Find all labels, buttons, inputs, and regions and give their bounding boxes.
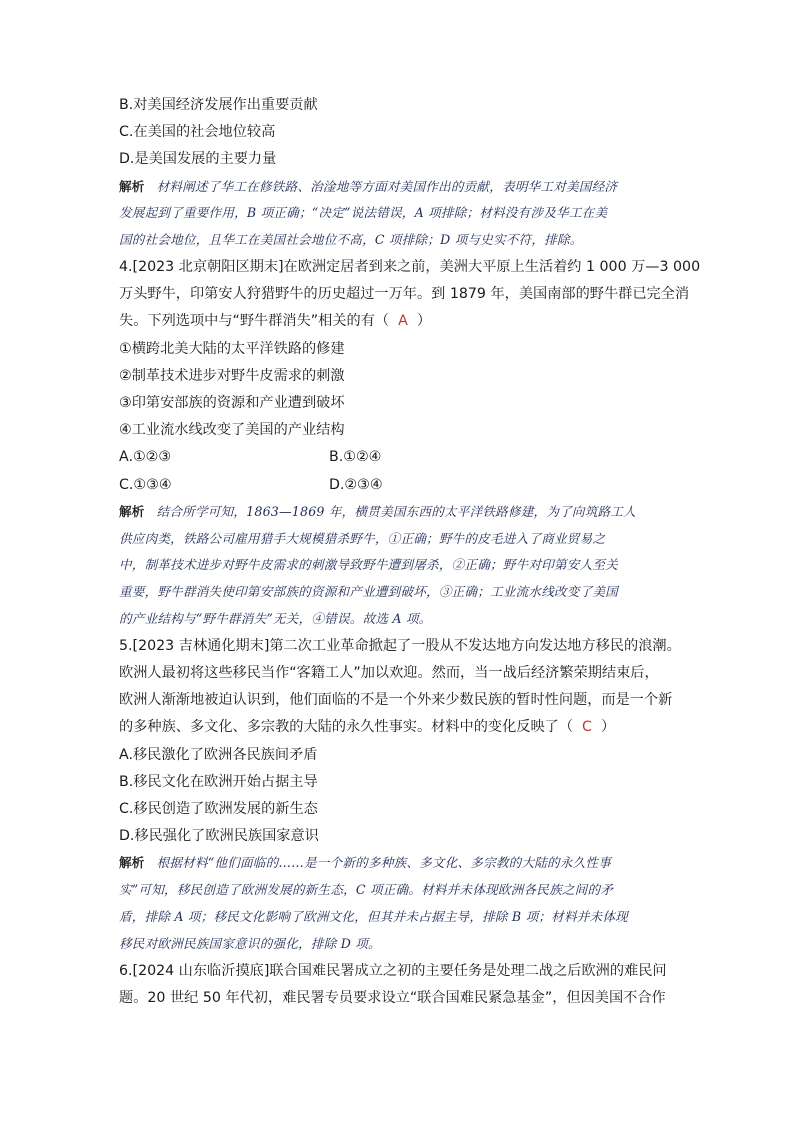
q4-stem-line-3: 失。下列选项中与“野牛群消失”相关的有（ A ） (119, 313, 432, 330)
q4-choice-b: B.①②④ (329, 449, 382, 466)
q4-item-3: ③印第安部族的资源和产业遭到破坏 (119, 395, 345, 412)
q4-stem-line-1: 4.[2023 北京朝阳区期末]在欧洲定居者到来之前，美洲大平原上生活着约 1 000 万—3 000 (119, 259, 701, 275)
q5-explanation-line-1: 解析 根据材料“他们面临的……是一个新的多种族、多文化、多宗教的大陆的永久性事 (119, 855, 612, 871)
q4-choice-a: A.①②③ (119, 449, 172, 466)
q4-explanation-label: 解析 (119, 503, 145, 519)
q5-explanation-label: 解析 (119, 855, 145, 871)
q3-option-c: C.在美国的社会地位较高 (119, 124, 276, 141)
q4-explanation-line-1: 解析 结合所学可知，1863—1869 年，横贯美国东西的太平洋铁路修建，为了向筑路工人 (119, 503, 636, 519)
q3-option-b: B.对美国经济发展作出重要贡献 (119, 97, 318, 113)
q5-answer: C (582, 719, 592, 736)
q4-item-4: ④工业流水线改变了美国的产业结构 (119, 422, 345, 439)
q3-explanation-label: 解析 (119, 178, 145, 194)
q5-stem-line-3: 欧洲人渐渐地被迫认识到，他们面临的不是一个外来少数民族的暂时性问题，而是一个新 (119, 692, 673, 709)
q4-item-2: ②制革技术进步对野牛皮需求的刺激 (119, 367, 345, 384)
q4-choice-c: C.①③④ (119, 476, 172, 493)
document-content (119, 92, 701, 1012)
q5-stem-line-4: 的多种族、多文化、多宗教的大陆的永久性事实。材料中的变化反映了（ C ） (119, 719, 616, 736)
q5-stem-line-1: 5.[2023 吉林通化期末]第二次工业革命掀起了一股从不发达地方向发达地方移民的浪潮。 (119, 637, 681, 654)
q4-explanation-line-3: 中，制革技术进步对野牛皮需求的刺激导致野牛遭到屠杀，②正确；野牛对印第安人至关 (119, 557, 618, 573)
q4-explanation-line-4: 重要，野牛群消失使印第安部族的资源和产业遭到破坏，③正确；工业流水线改变了美国 (119, 584, 618, 600)
q3-option-d: D.是美国发展的主要力量 (119, 151, 277, 168)
q5-explanation-line-4: 移民对欧洲民族国家意识的强化，排除 D 项。 (119, 935, 381, 951)
q6-stem-line-2: 题。20 世纪 50 年代初，难民署专员要求设立“联合国难民紧急基金”，但因美国不合作 (119, 989, 666, 1006)
q5-option-d: D.移民强化了欧洲民族国家意识 (119, 828, 319, 845)
q4-answer: A (398, 313, 408, 330)
q4-explanation-line-2: 供应肉类，铁路公司雇用猎手大规模猎杀野牛，①正确；野牛的皮毛进入了商业贸易之 (119, 530, 606, 546)
q4-stem-line-2: 万头野牛，印第安人狩猎野牛的历史超过一万年。到 1879 年，美国南部的野牛群已完全消 (119, 286, 690, 303)
q5-explanation-line-2: 实”可知，移民创造了欧洲发展的新生态，C 项正确。材料并未体现欧洲各民族之间的矛 (119, 882, 614, 898)
q4-choices-row-2 (119, 472, 679, 499)
q5-option-c: C.移民创造了欧洲发展的新生态 (119, 801, 318, 818)
q5-option-b: B.移民文化在欧洲开始占据主导 (119, 773, 318, 790)
q4-choice-d: D.②③④ (329, 476, 383, 493)
q3-explanation-line-3: 国的社会地位，且华工在美国社会地位不高，C 项排除；D 项与史实不符，排除。 (119, 232, 583, 248)
q3-explanation-line-2: 发展起到了重要作用，B 项正确；“决定”说法错误，A 项排除；材料没有涉及华工在美 (119, 205, 608, 221)
q5-explanation-line-3: 盾，排除 A 项；移民文化影响了欧洲文化，但其并未占据主导，排除 B 项；材料并未体现 (119, 909, 628, 925)
q4-choices-row-1 (119, 444, 679, 471)
q5-option-a: A.移民激化了欧洲各民族间矛盾 (119, 746, 318, 763)
q4-item-1: ①横跨北美大陆的太平洋铁路的修建 (119, 340, 345, 357)
q3-explanation-line-1: 解析 材料阐述了华工在修铁路、治淦地等方面对美国作出的贡献，表明华工对美国经济 (119, 178, 618, 194)
q4-explanation-line-5: 的产业结构与“野牛群消失”无关，④错误。故选 A 项。 (119, 611, 432, 627)
q6-stem-line-1: 6.[2024 山东临沂摸底]联合国难民署成立之初的主要任务是处理二战之后欧洲的难民问 (119, 962, 667, 979)
q5-stem-line-2: 欧洲人最初将这些移民当作“客籍工人”加以欢迎。然而，当一战后经济繁荣期结束后， (119, 665, 659, 682)
